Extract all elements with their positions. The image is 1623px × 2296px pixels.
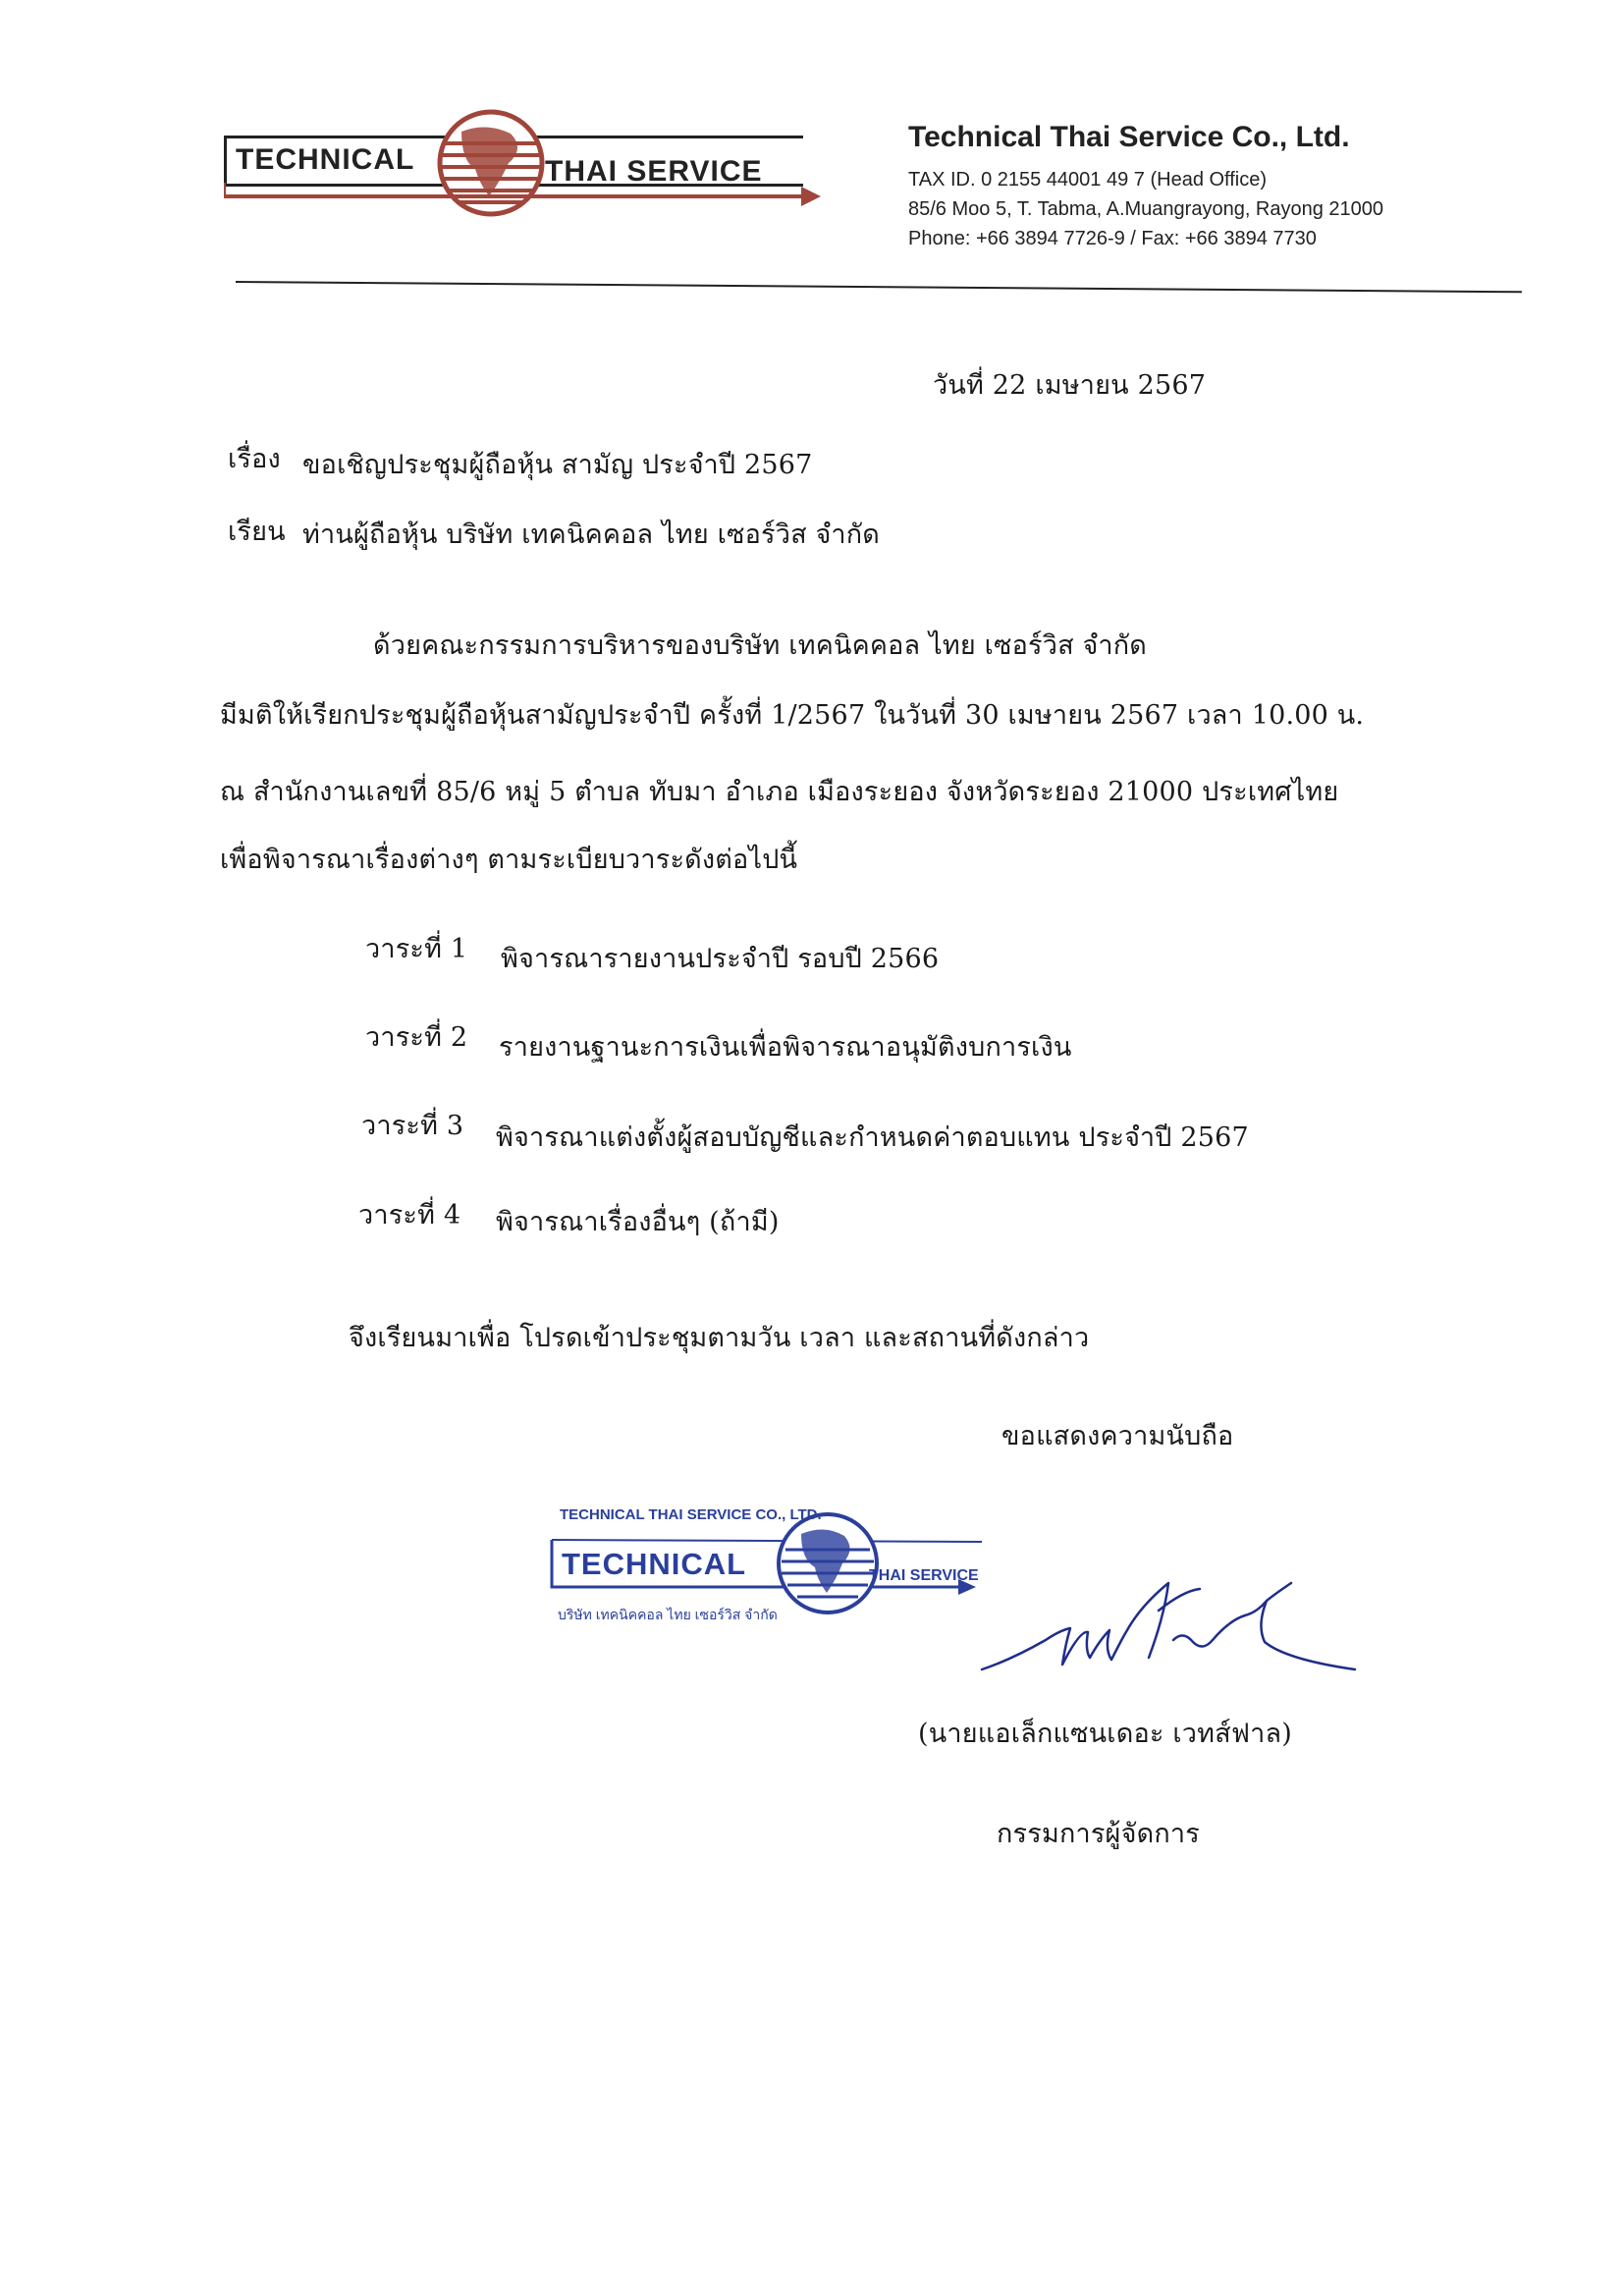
company-address: 85/6 Moo 5, T. Tabma, A.Muangrayong, Rayong 21000	[908, 198, 1384, 220]
signer-title: กรรมการผู้จัดการ	[997, 1819, 1200, 1849]
handwritten-signature	[972, 1571, 1365, 1709]
agenda-text-2: รายงานฐานะการเงินเพื่อพิจารณาอนุมัติงบการเงิน	[499, 1032, 1072, 1063]
agenda-label-1: วาระที่ 1	[365, 934, 468, 964]
agenda-label-3: วาระที่ 3	[361, 1111, 464, 1141]
agenda-label-2: วาระที่ 2	[365, 1022, 468, 1053]
company-tax-id: TAX ID. 0 2155 44001 49 7 (Head Office)	[908, 169, 1268, 191]
regards-line: ขอแสดงความนับถือ	[1001, 1421, 1234, 1451]
agenda-label-4: วาระที่ 4	[358, 1200, 461, 1230]
subject-label: เรื่อง	[228, 444, 281, 474]
agenda-text-1: พิจารณารายงานประจำปี รอบปี 2566	[501, 944, 940, 974]
body-paragraph-line-4: เพื่อพิจารณาเรื่องต่างๆ ตามระเบียบวาระดังต่อไปนี้	[220, 845, 798, 875]
stamp-technical-text: TECHNICAL	[562, 1547, 747, 1581]
recipient-label: เรียน	[228, 517, 286, 547]
agenda-text-3: พิจารณาแต่งตั้งผู้สอบบัญชีและกำหนดค่าตอบแทน ประจำปี 2567	[496, 1122, 1249, 1153]
body-paragraph-line-1: ด้วยคณะกรรมการบริหารของบริษัท เทคนิคคอล ไทย เซอร์วิส จำกัด	[373, 630, 1148, 661]
company-phone: Phone: +66 3894 7726-9 / Fax: +66 3894 7730	[908, 228, 1317, 249]
company-name: Technical Thai Service Co., Ltd.	[908, 121, 1350, 153]
signer-name: (นายแอเล็กแซนเดอะ เวทส์ฟาล)	[918, 1719, 1292, 1749]
recipient-text: ท่านผู้ถือหุ้น บริษัท เทคนิคคอล ไทย เซอร์วิส จำกัด	[302, 519, 881, 550]
stamp-top-text: TECHNICAL THAI SERVICE CO., LTD.	[560, 1506, 822, 1523]
letter-date: วันที่ 22 เมษายน 2567	[933, 370, 1207, 401]
stamp-thai-service-text: THAI SERVICE	[869, 1567, 979, 1584]
logo-arrow-icon	[224, 183, 823, 212]
agenda-text-4: พิจารณาเรื่องอื่นๆ (ถ้ามี)	[496, 1207, 780, 1237]
body-paragraph-line-3: ณ สำนักงานเลขที่ 85/6 หมู่ 5 ตำบล ทับมา อำเภอ เมืองระยอง จังหวัดระยอง 21000 ประเทศไทย	[220, 777, 1339, 807]
body-paragraph-line-2: มีมติให้เรียกประชุมผู้ถือหุ้นสามัญประจำปี ครั้งที่ 1/2567 ในวันที่ 30 เมษายน 2567 เวลา 10.00 น.	[220, 700, 1365, 731]
subject-text: ขอเชิญประชุมผู้ถือหุ้น สามัญ ประจำปี 2567	[302, 450, 813, 480]
header-divider	[236, 281, 1522, 293]
closing-line: จึงเรียนมาเพื่อ โปรดเข้าประชุมตามวัน เวลา และสถานที่ดังกล่าว	[349, 1323, 1090, 1353]
stamp-bottom-text: บริษัท เทคนิคคอล ไทย เซอร์วิส จำกัด	[558, 1607, 778, 1622]
logo-text-technical: TECHNICAL	[236, 143, 415, 176]
logo-text-thai-service: THAI SERVICE	[545, 155, 763, 188]
